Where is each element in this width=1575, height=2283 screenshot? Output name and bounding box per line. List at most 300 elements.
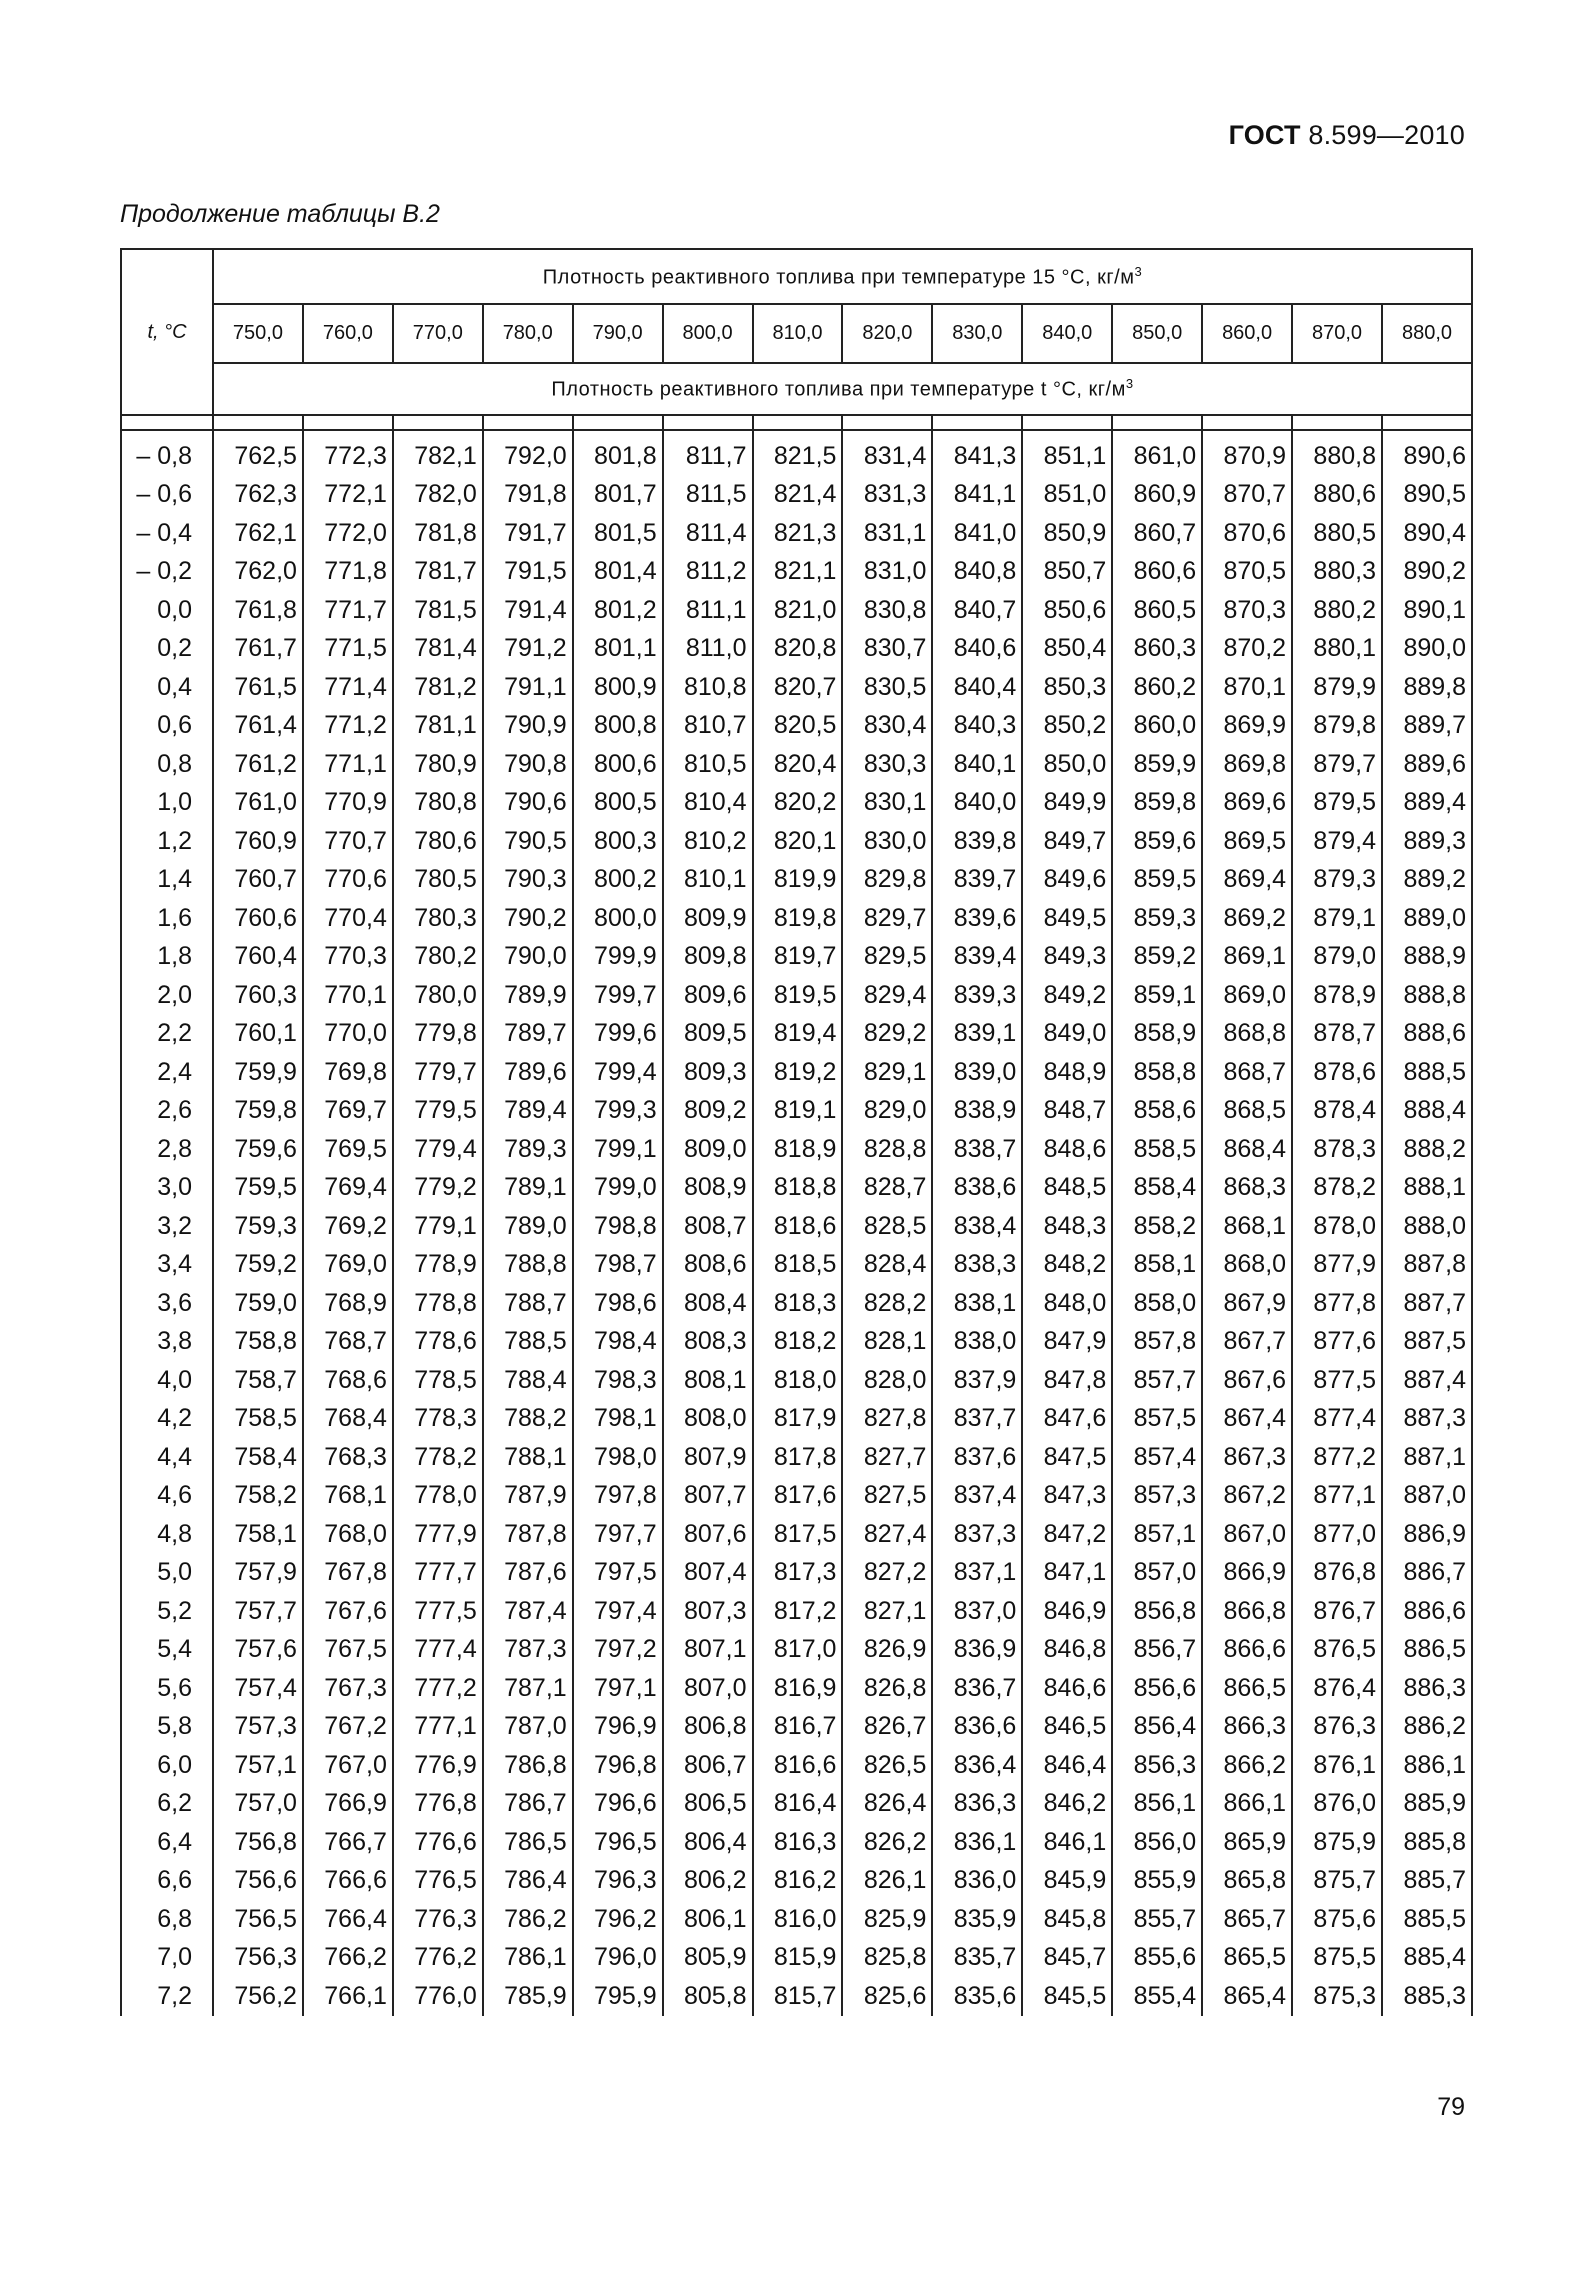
density-cell: 850,7 [1022,553,1112,592]
temperature-cell: 6,4 [121,1823,213,1862]
density-cell: 867,7 [1202,1323,1292,1362]
density-cell: 768,9 [303,1284,393,1323]
table-row [121,1708,1472,1747]
density-cell: 841,3 [932,430,1022,476]
density-cell: 820,1 [753,822,843,861]
density-cell: 828,8 [842,1130,932,1169]
density-cell: 808,4 [663,1284,753,1323]
density-cell: 860,5 [1112,591,1202,630]
density-cell: 791,2 [483,630,573,669]
density-cell: 770,7 [303,822,393,861]
density-cell: 766,2 [303,1939,393,1978]
density-cell: 888,6 [1382,1015,1472,1054]
temperature-cell: 4,2 [121,1400,213,1439]
density-cell: 856,0 [1112,1823,1202,1862]
temperature-cell: 3,4 [121,1246,213,1285]
density-cell: 790,8 [483,745,573,784]
density-cell: 838,0 [932,1323,1022,1362]
density-cell: 777,4 [393,1631,483,1670]
density-cell: 827,2 [842,1554,932,1593]
temperature-cell: 4,6 [121,1477,213,1516]
density-cell: 837,1 [932,1554,1022,1593]
density-cell: 767,8 [303,1554,393,1593]
density-cell: 876,4 [1292,1669,1382,1708]
temperature-cell: 6,2 [121,1785,213,1824]
density-cell: 868,4 [1202,1130,1292,1169]
density-cell: 878,7 [1292,1015,1382,1054]
density-cell: 819,2 [753,1053,843,1092]
density-cell: 868,1 [1202,1207,1292,1246]
density-cell: 887,4 [1382,1361,1472,1400]
density-cell: 858,9 [1112,1015,1202,1054]
density-cell: 849,6 [1022,861,1112,900]
density-cell: 848,6 [1022,1130,1112,1169]
density-cell: 761,2 [213,745,303,784]
density-cell: 797,4 [573,1592,663,1631]
density-cell: 846,2 [1022,1785,1112,1824]
density-cell: 826,8 [842,1669,932,1708]
density-cell: 788,2 [483,1400,573,1439]
density-cell: 761,0 [213,784,303,823]
density-cell: 858,2 [1112,1207,1202,1246]
density-cell: 766,7 [303,1823,393,1862]
density-cell: 888,5 [1382,1053,1472,1092]
density-cell: 787,1 [483,1669,573,1708]
density-cell: 839,3 [932,976,1022,1015]
density-cell: 869,0 [1202,976,1292,1015]
table-row [121,1862,1472,1901]
density-cell: 790,9 [483,707,573,746]
density-cell: 805,9 [663,1939,753,1978]
density-cell: 840,6 [932,630,1022,669]
density-cell: 757,4 [213,1669,303,1708]
header-row-bottom [121,363,1472,415]
density-cell: 762,3 [213,476,303,515]
density-cell: 826,4 [842,1785,932,1824]
density-cell: 830,5 [842,668,932,707]
density-cell: 811,4 [663,514,753,553]
density-cell: 829,5 [842,938,932,977]
temperature-cell: 6,0 [121,1746,213,1785]
density-cell: 830,1 [842,784,932,823]
density-cell: 811,0 [663,630,753,669]
temperature-cell: 6,6 [121,1862,213,1901]
density-cell: 870,7 [1202,476,1292,515]
temperature-cell: 0,8 [121,745,213,784]
density-cell: 787,4 [483,1592,573,1631]
density-cell: 781,1 [393,707,483,746]
density-cell: 878,0 [1292,1207,1382,1246]
density-cell: 890,4 [1382,514,1472,553]
density-cell: 779,1 [393,1207,483,1246]
temperature-cell: 2,6 [121,1092,213,1131]
density-cell: 799,4 [573,1053,663,1092]
temperature-column-header: t, °С [121,249,213,415]
density-cell: 836,1 [932,1823,1022,1862]
density-cell: 875,3 [1292,1977,1382,2016]
density-cell: 768,0 [303,1515,393,1554]
density-cell: 847,1 [1022,1554,1112,1593]
density-cell: 796,8 [573,1746,663,1785]
density-cell: 846,8 [1022,1631,1112,1670]
density-cell: 829,4 [842,976,932,1015]
density-cell: 797,7 [573,1515,663,1554]
table-row [121,1977,1472,2016]
density-cell: 769,0 [303,1246,393,1285]
temperature-cell: 6,8 [121,1900,213,1939]
density-cell: 877,6 [1292,1323,1382,1362]
density-cell: 858,5 [1112,1130,1202,1169]
density-cell: 756,3 [213,1939,303,1978]
density-cell: 816,9 [753,1669,843,1708]
density-cell: 831,4 [842,430,932,476]
density-cell: 886,9 [1382,1515,1472,1554]
density-cell: 876,3 [1292,1708,1382,1747]
density-cell: 837,0 [932,1592,1022,1631]
density-cell: 850,4 [1022,630,1112,669]
temperature-cell: 5,8 [121,1708,213,1747]
density-cell: 875,9 [1292,1823,1382,1862]
density-15c-value: 790,0 [573,304,663,363]
temperature-cell: 3,6 [121,1284,213,1323]
density-cell: 838,6 [932,1169,1022,1208]
density-cell: 887,8 [1382,1246,1472,1285]
density-cell: 880,8 [1292,430,1382,476]
temperature-cell: 5,2 [121,1592,213,1631]
temperature-cell: 5,0 [121,1554,213,1593]
density-cell: 888,0 [1382,1207,1472,1246]
density-cell: 782,1 [393,430,483,476]
density-cell: 756,8 [213,1823,303,1862]
density-cell: 820,7 [753,668,843,707]
temperature-cell: 2,2 [121,1015,213,1054]
density-cell: 866,2 [1202,1746,1292,1785]
density-cell: 790,5 [483,822,573,861]
density-cell: 888,1 [1382,1169,1472,1208]
density-cell: 809,6 [663,976,753,1015]
density-cell: 831,0 [842,553,932,592]
density-cell: 878,9 [1292,976,1382,1015]
density-cell: 886,5 [1382,1631,1472,1670]
table-row [121,1323,1472,1362]
density-cell: 850,3 [1022,668,1112,707]
density-cell: 768,1 [303,1477,393,1516]
density-cell: 878,2 [1292,1169,1382,1208]
density-cell: 889,6 [1382,745,1472,784]
density-t-header: Плотность реактивного топлива при температуре t °С, $кг/м^3$ [213,363,1472,415]
density-cell: 829,1 [842,1053,932,1092]
density-cell: 809,8 [663,938,753,977]
density-cell: 827,4 [842,1515,932,1554]
density-cell: 875,5 [1292,1939,1382,1978]
density-cell: 770,9 [303,784,393,823]
density-cell: 857,3 [1112,1477,1202,1516]
table-row [121,976,1472,1015]
density-cell: 759,6 [213,1130,303,1169]
density-cell: 857,1 [1112,1515,1202,1554]
density-cell: 876,8 [1292,1554,1382,1593]
density-15c-value: 770,0 [393,304,483,363]
density-cell: 779,4 [393,1130,483,1169]
density-15c-value: 860,0 [1202,304,1292,363]
density-cell: 797,2 [573,1631,663,1670]
density-cell: 889,8 [1382,668,1472,707]
temperature-cell: – 0,6 [121,476,213,515]
density-cell: 817,9 [753,1400,843,1439]
density-cell: 890,5 [1382,476,1472,515]
density-cell: 760,4 [213,938,303,977]
density-cell: 845,8 [1022,1900,1112,1939]
density-cell: 838,3 [932,1246,1022,1285]
density-cell: 768,4 [303,1400,393,1439]
density-cell: 791,1 [483,668,573,707]
density-cell: 886,7 [1382,1554,1472,1593]
temperature-cell: 1,4 [121,861,213,900]
density-cell: 809,5 [663,1015,753,1054]
density-cell: 806,5 [663,1785,753,1824]
density-cell: 768,6 [303,1361,393,1400]
density-cell: 796,2 [573,1900,663,1939]
density-cell: 791,8 [483,476,573,515]
density-cell: 828,5 [842,1207,932,1246]
density-cell: 886,2 [1382,1708,1472,1747]
density-cell: 835,7 [932,1939,1022,1978]
density-cell: 879,7 [1292,745,1382,784]
density-cell: 777,1 [393,1708,483,1747]
density-cell: 762,0 [213,553,303,592]
density-cell: 788,4 [483,1361,573,1400]
temperature-cell: 5,4 [121,1631,213,1670]
density-cell: 887,0 [1382,1477,1472,1516]
density-cell: 838,4 [932,1207,1022,1246]
density-cell: 797,5 [573,1554,663,1593]
density-cell: 806,4 [663,1823,753,1862]
density-cell: 790,0 [483,938,573,977]
density-15c-value: 780,0 [483,304,573,363]
table-row [121,1015,1472,1054]
density-cell: 839,4 [932,938,1022,977]
density-cell: 889,2 [1382,861,1472,900]
table-row [121,745,1472,784]
density-cell: 859,6 [1112,822,1202,861]
density-cell: 777,7 [393,1554,483,1593]
density-cell: 828,4 [842,1246,932,1285]
density-cell: 820,4 [753,745,843,784]
density-cell: 829,2 [842,1015,932,1054]
density-cell: 869,9 [1202,707,1292,746]
density-cell: 806,2 [663,1862,753,1901]
density-cell: 826,7 [842,1708,932,1747]
density-cell: 810,4 [663,784,753,823]
table-row [121,1554,1472,1593]
density-cell: 878,4 [1292,1092,1382,1131]
density-cell: 781,2 [393,668,483,707]
density-cell: 818,0 [753,1361,843,1400]
density-cell: 857,4 [1112,1438,1202,1477]
density-cell: 855,7 [1112,1900,1202,1939]
density-cell: 845,5 [1022,1977,1112,2016]
density-cell: 879,1 [1292,899,1382,938]
density-cell: 848,2 [1022,1246,1112,1285]
density-cell: 818,3 [753,1284,843,1323]
density-cell: 799,6 [573,1015,663,1054]
density-cell: 798,3 [573,1361,663,1400]
density-cell: 779,8 [393,1015,483,1054]
density-cell: 780,2 [393,938,483,977]
density-cell: 770,4 [303,899,393,938]
density-cell: 797,1 [573,1669,663,1708]
density-cell: 837,3 [932,1515,1022,1554]
density-cell: 767,0 [303,1746,393,1785]
density-cell: 757,1 [213,1746,303,1785]
density-cell: 886,1 [1382,1746,1472,1785]
density-cell: 890,2 [1382,553,1472,592]
density-cell: 887,5 [1382,1323,1472,1362]
density-cell: 821,0 [753,591,843,630]
density-cell: 800,2 [573,861,663,900]
density-cell: 811,5 [663,476,753,515]
density-cell: 836,6 [932,1708,1022,1747]
density-cell: 831,3 [842,476,932,515]
density-cell: 809,9 [663,899,753,938]
density-cell: 759,0 [213,1284,303,1323]
density-15c-value: 750,0 [213,304,303,363]
density-cell: 769,2 [303,1207,393,1246]
density-cell: 786,1 [483,1939,573,1978]
density-cell: 786,5 [483,1823,573,1862]
header-separator [121,415,1472,430]
density-cell: 762,1 [213,514,303,553]
density-cell: 770,1 [303,976,393,1015]
density-cell: 849,7 [1022,822,1112,861]
density-cell: 868,7 [1202,1053,1292,1092]
density-cell: 849,0 [1022,1015,1112,1054]
density-cell: 777,5 [393,1592,483,1631]
density-cell: 791,5 [483,553,573,592]
density-cell: 757,7 [213,1592,303,1631]
table-row [121,1746,1472,1785]
density-cell: 848,9 [1022,1053,1112,1092]
density-cell: 762,5 [213,430,303,476]
density-cell: 778,8 [393,1284,483,1323]
density-cell: 857,5 [1112,1400,1202,1439]
density-cell: 798,7 [573,1246,663,1285]
density-cell: 766,6 [303,1862,393,1901]
density-cell: 869,4 [1202,861,1292,900]
density-cell: 801,5 [573,514,663,553]
density-cell: 789,3 [483,1130,573,1169]
density-cell: 808,7 [663,1207,753,1246]
density-cell: 817,6 [753,1477,843,1516]
density-cell: 856,4 [1112,1708,1202,1747]
density-cell: 859,3 [1112,899,1202,938]
temperature-cell: 3,2 [121,1207,213,1246]
density-15c-values-row [121,304,1472,363]
density-cell: 799,7 [573,976,663,1015]
density-cell: 865,5 [1202,1939,1292,1978]
density-cell: 888,9 [1382,938,1472,977]
density-cell: 776,0 [393,1977,483,2016]
density-cell: 880,3 [1292,553,1382,592]
density-cell: 836,0 [932,1862,1022,1901]
density-cell: 840,1 [932,745,1022,784]
density-cell: 848,0 [1022,1284,1112,1323]
density-cell: 807,1 [663,1631,753,1670]
density-cell: 815,7 [753,1977,843,2016]
density-cell: 776,6 [393,1823,483,1862]
table-row [121,668,1472,707]
density-cell: 801,8 [573,430,663,476]
temperature-cell: 0,6 [121,707,213,746]
density-cell: 825,9 [842,1900,932,1939]
density-cell: 820,8 [753,630,843,669]
density-cell: 809,2 [663,1092,753,1131]
density-cell: 759,8 [213,1092,303,1131]
temperature-cell: 0,0 [121,591,213,630]
density-cell: 800,3 [573,822,663,861]
density-cell: 877,1 [1292,1477,1382,1516]
density-cell: 778,6 [393,1323,483,1362]
density-cell: 759,5 [213,1169,303,1208]
density-cell: 850,6 [1022,591,1112,630]
density-cell: 811,2 [663,553,753,592]
density-cell: 771,1 [303,745,393,784]
density-cell: 786,8 [483,1746,573,1785]
density-cell: 821,4 [753,476,843,515]
density-cell: 817,8 [753,1438,843,1477]
density-cell: 787,3 [483,1631,573,1670]
temperature-cell: 1,2 [121,822,213,861]
density-cell: 865,9 [1202,1823,1292,1862]
density-cell: 817,3 [753,1554,843,1593]
density-cell: 866,5 [1202,1669,1292,1708]
density-cell: 788,5 [483,1323,573,1362]
density-cell: 888,8 [1382,976,1472,1015]
density-cell: 810,5 [663,745,753,784]
density-cell: 809,3 [663,1053,753,1092]
density-cell: 819,8 [753,899,843,938]
density-cell: 831,1 [842,514,932,553]
density-cell: 868,5 [1202,1092,1292,1131]
density-cell: 839,7 [932,861,1022,900]
density-cell: 791,7 [483,514,573,553]
temperature-cell: 2,4 [121,1053,213,1092]
density-cell: 851,1 [1022,430,1112,476]
density-cell: 845,9 [1022,1862,1112,1901]
density-cell: 807,3 [663,1592,753,1631]
density-cell: 879,9 [1292,668,1382,707]
density-cell: 776,8 [393,1785,483,1824]
density-cell: 819,9 [753,861,843,900]
density-cell: 757,3 [213,1708,303,1747]
density-cell: 847,3 [1022,1477,1112,1516]
density-cell: 856,6 [1112,1669,1202,1708]
density-cell: 770,6 [303,861,393,900]
density-cell: 792,0 [483,430,573,476]
table-row [121,514,1472,553]
density-cell: 820,5 [753,707,843,746]
density-cell: 870,2 [1202,630,1292,669]
density-cell: 780,0 [393,976,483,1015]
density-cell: 771,5 [303,630,393,669]
density-cell: 759,9 [213,1053,303,1092]
density-cell: 880,6 [1292,476,1382,515]
table-body [121,430,1472,2016]
density-cell: 821,3 [753,514,843,553]
density-15c-value: 760,0 [303,304,393,363]
density-cell: 866,8 [1202,1592,1292,1631]
table-row [121,1438,1472,1477]
